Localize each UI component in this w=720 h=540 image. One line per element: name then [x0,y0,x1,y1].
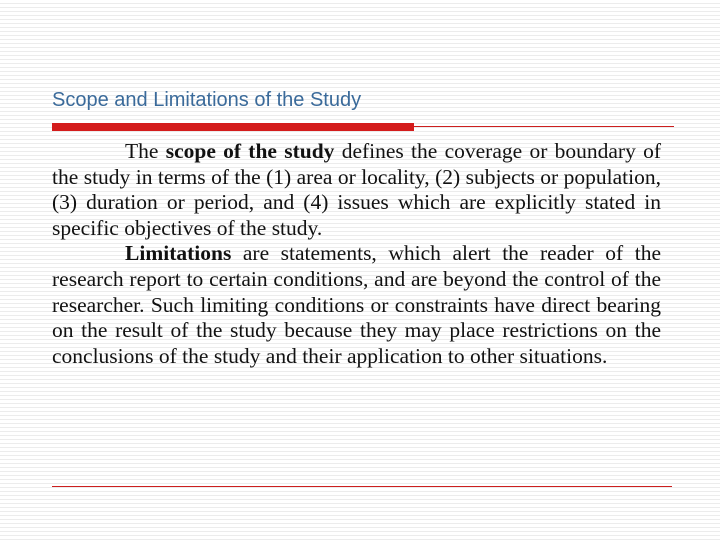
title-underline-accent [52,123,414,131]
body-text [52,139,661,369]
limitations-definition: are statements, which alert the reader of the research report to certain conditions, and are beyond the control of the researcher. Such limiting conditions or constraints have direct bearing on the result of the study because they may place restrictions on the conclusions of the study and their application to other situations. [52,241,661,368]
scope-definition: defines the coverage or boundary of the study in terms of the (1) area or locality, (2) subjects or population, (3) duration or period, and (4) issues which are explicitly stated in specific objectives of the study. [52,139,661,240]
scope-lead: The [125,139,166,163]
footer-rule [52,486,672,487]
limitations-term: Limitations [125,241,232,266]
scope-paragraph [52,139,661,241]
scope-term: scope of the study [165,139,335,163]
limitations-paragraph [52,241,661,369]
slide-title: Scope and Limitations of the Study [52,89,362,111]
